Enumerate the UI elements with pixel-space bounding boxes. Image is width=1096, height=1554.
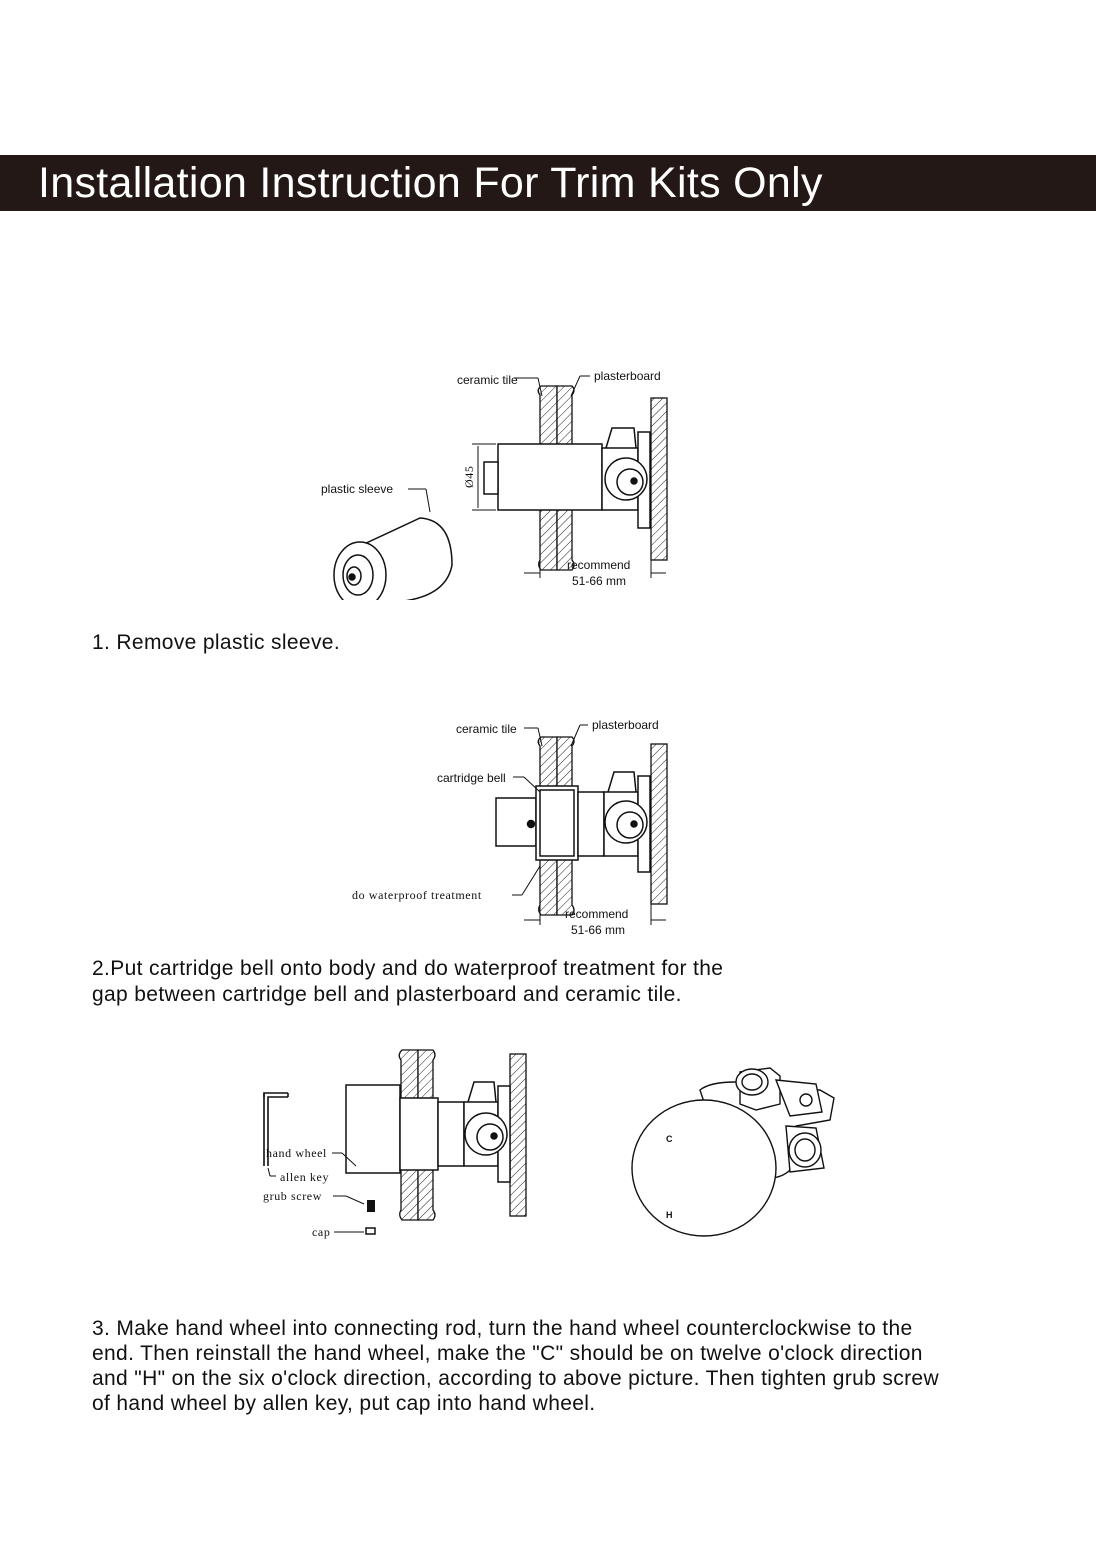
cartridge-bell-label: cartridge bell — [437, 771, 506, 785]
diagram-hand-wheel — [0, 1040, 1096, 1250]
range-label: 51-66 mm — [572, 574, 627, 588]
cap-label: cap — [312, 1225, 331, 1239]
diameter-label: Ø45 — [462, 465, 476, 488]
hand-wheel-label: hand wheel — [266, 1146, 327, 1160]
valve-body — [496, 772, 650, 872]
page-title: Installation Instruction For Trim Kits Only — [38, 159, 823, 207]
title-bar — [0, 155, 1096, 211]
step-2-line-1: 2.Put cartridge bell onto body and do waterproof treatment for the — [92, 957, 724, 980]
range-label: 51-66 mm — [571, 923, 626, 937]
step-3-line-3: and "H" on the six o'clock direction, according to above picture. Then tighten grub screw — [92, 1367, 939, 1390]
step-3-line-4: of hand wheel by allen key, put cap into hand wheel. — [92, 1392, 596, 1415]
step-3-line-1: 3. Make hand wheel into connecting rod, turn the hand wheel counterclockwise to the — [92, 1317, 913, 1340]
back-wall — [510, 1054, 526, 1216]
recommend-label: recommend — [565, 907, 629, 921]
plasterboard-label: plasterboard — [594, 369, 661, 383]
plastic-sleeve-label: plastic sleeve — [321, 482, 394, 496]
step-2-line-2: gap between cartridge bell and plasterboard and ceramic tile. — [92, 983, 682, 1006]
cap-icon — [366, 1228, 375, 1234]
mark-c-label: C — [666, 1134, 673, 1144]
plasterboard-label: plasterboard — [592, 718, 659, 732]
recommend-label: recommend — [567, 558, 631, 572]
back-wall — [651, 398, 667, 560]
diagram-remove-sleeve — [0, 350, 1096, 600]
plastic-sleeve — [334, 518, 452, 600]
ceramic-tile-label: ceramic tile — [456, 722, 517, 736]
valve-3d-view — [632, 1068, 834, 1236]
waterproof-label: do waterproof treatment — [352, 888, 482, 902]
diagram-cartridge-bell — [0, 710, 1096, 942]
grub-screw-label: grub screw — [263, 1189, 322, 1203]
step-1-text: 1. Remove plastic sleeve. — [92, 631, 341, 654]
grub-screw-icon — [367, 1200, 375, 1212]
mark-h-label: H — [666, 1210, 673, 1220]
allen-key-label: allen key — [280, 1170, 330, 1184]
step-3-line-2: end. Then reinstall the hand wheel, make the "C" should be on twelve o'clock direction — [92, 1342, 923, 1365]
back-wall — [651, 744, 667, 904]
ceramic-tile-label: ceramic tile — [457, 373, 518, 387]
